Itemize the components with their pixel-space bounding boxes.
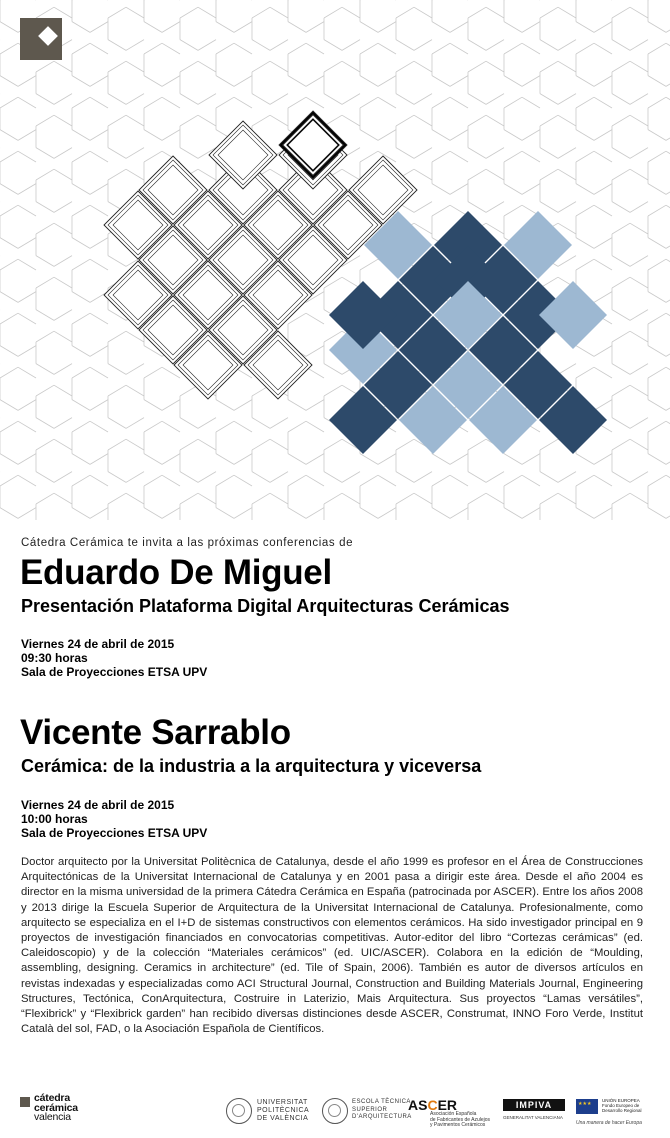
eu-logo-text: UNIÓN EUROPEA Fondo Europeo de Desarrollo Regional (602, 1098, 642, 1114)
talk-1-details (21, 637, 207, 679)
sponsor-logos-footer (0, 1092, 670, 1132)
ascer-logo: ASCER (408, 1097, 458, 1113)
catedra-logo-icon (20, 18, 62, 60)
talk-2-details (21, 798, 207, 840)
speaker-2-biography: Doctor arquitecto por la Universitat Politècnica de Catalunya, desde el año 1999 es profesor en el Área de Construcciones Arquitectónicas de la Universitat Internacional de Catalunya y en 2001 pasa a dirigir este área. Desde el año 2004 es director en la misma universidad de la primera Cátedra Cerámica en España (patrocinada por ASCER). Entre los años 2008 y 2013 dirige la Escuela Superior de Arquitectura de la Universitat Internacional de Catalunya. Profesionalmente, como arquitecto se especializa en el I+D de sistemas constructivos con elementos cerámicos. Ha sido investigador principal en 9 proyectos de investigación financiados en convocatorias competitivas. Autor-editor del libro “Cortezas cerámicas” (ed. Caleidoscopio) y de la colección “Materiales cerámicos” (ed. UIC/ASCER). Colabora en la edición de “Moulding, assembling, designing. Ceramics in architecture” (ed. Tile of Spain, 2006). También es autor de diversos artículos en revistas indexadas y especializadas como ACI Structural Journal, Construction and Building Materials Journal, Engineering Structures, Tectónica, ConArquitectura, Costruire in Laterizio, Mais Arquitectura. Sus proyectos “Lamas versátiles”, “Flexibrick” y “Flexibrick garden” han recibido diversas distinciones desde ASCER, Construmat, INNO Foro Verde, Institut Català del sol, FAD, o la Asociación Española de Científicos. (21, 856, 643, 1036)
upv-seal-icon (226, 1098, 252, 1124)
upv-logo-text: UNIVERSITAT POLITÈCNICA DE VALÈNCIA (257, 1099, 310, 1122)
talk-2-title: Cerámica: de la industria a la arquitectura y viceversa (21, 756, 482, 776)
ascer-logo-subtitle: Asociación Española de Fabricantes de Azulejos y Pavimentos Cerámicos (430, 1111, 491, 1128)
catedra-ceramica-valencia-logo: cátedra cerámica valencia (34, 1092, 78, 1123)
etsa-logo-text: ESCOLA TÈCNICA SUPERIOR D'ARQUITECTURA (352, 1099, 412, 1120)
eu-motto: Una manera de hacer Europa (576, 1120, 642, 1126)
talk-1-place: Sala de Proyecciones ETSA UPV (21, 665, 208, 679)
talk-1-title: Presentación Plataforma Digital Arquitecturas Cerámicas (21, 596, 510, 616)
talk-1-time: 09:30 horas (21, 651, 88, 665)
impiva-logo: IMPIVA (503, 1099, 565, 1111)
tile-pattern-artwork (0, 0, 670, 520)
talk-2-place: Sala de Proyecciones ETSA UPV (21, 826, 208, 840)
invitation-line: Cátedra Cerámica te invita a las próximas conferencias de (21, 537, 354, 549)
generalitat-valenciana-text: GENERALITAT VALENCIANA (503, 1115, 563, 1120)
etsa-seal-icon (322, 1098, 348, 1124)
eu-flag-icon (576, 1099, 598, 1114)
talk-2-time: 10:00 horas (21, 812, 88, 826)
speaker-1-name: Eduardo De Miguel (20, 553, 332, 592)
talk-1-date: Viernes 24 de abril de 2015 (21, 637, 175, 651)
talk-2-date: Viernes 24 de abril de 2015 (21, 798, 175, 812)
catedra-small-logo-icon (20, 1097, 30, 1107)
speaker-2-name: Vicente Sarrablo (20, 713, 291, 752)
